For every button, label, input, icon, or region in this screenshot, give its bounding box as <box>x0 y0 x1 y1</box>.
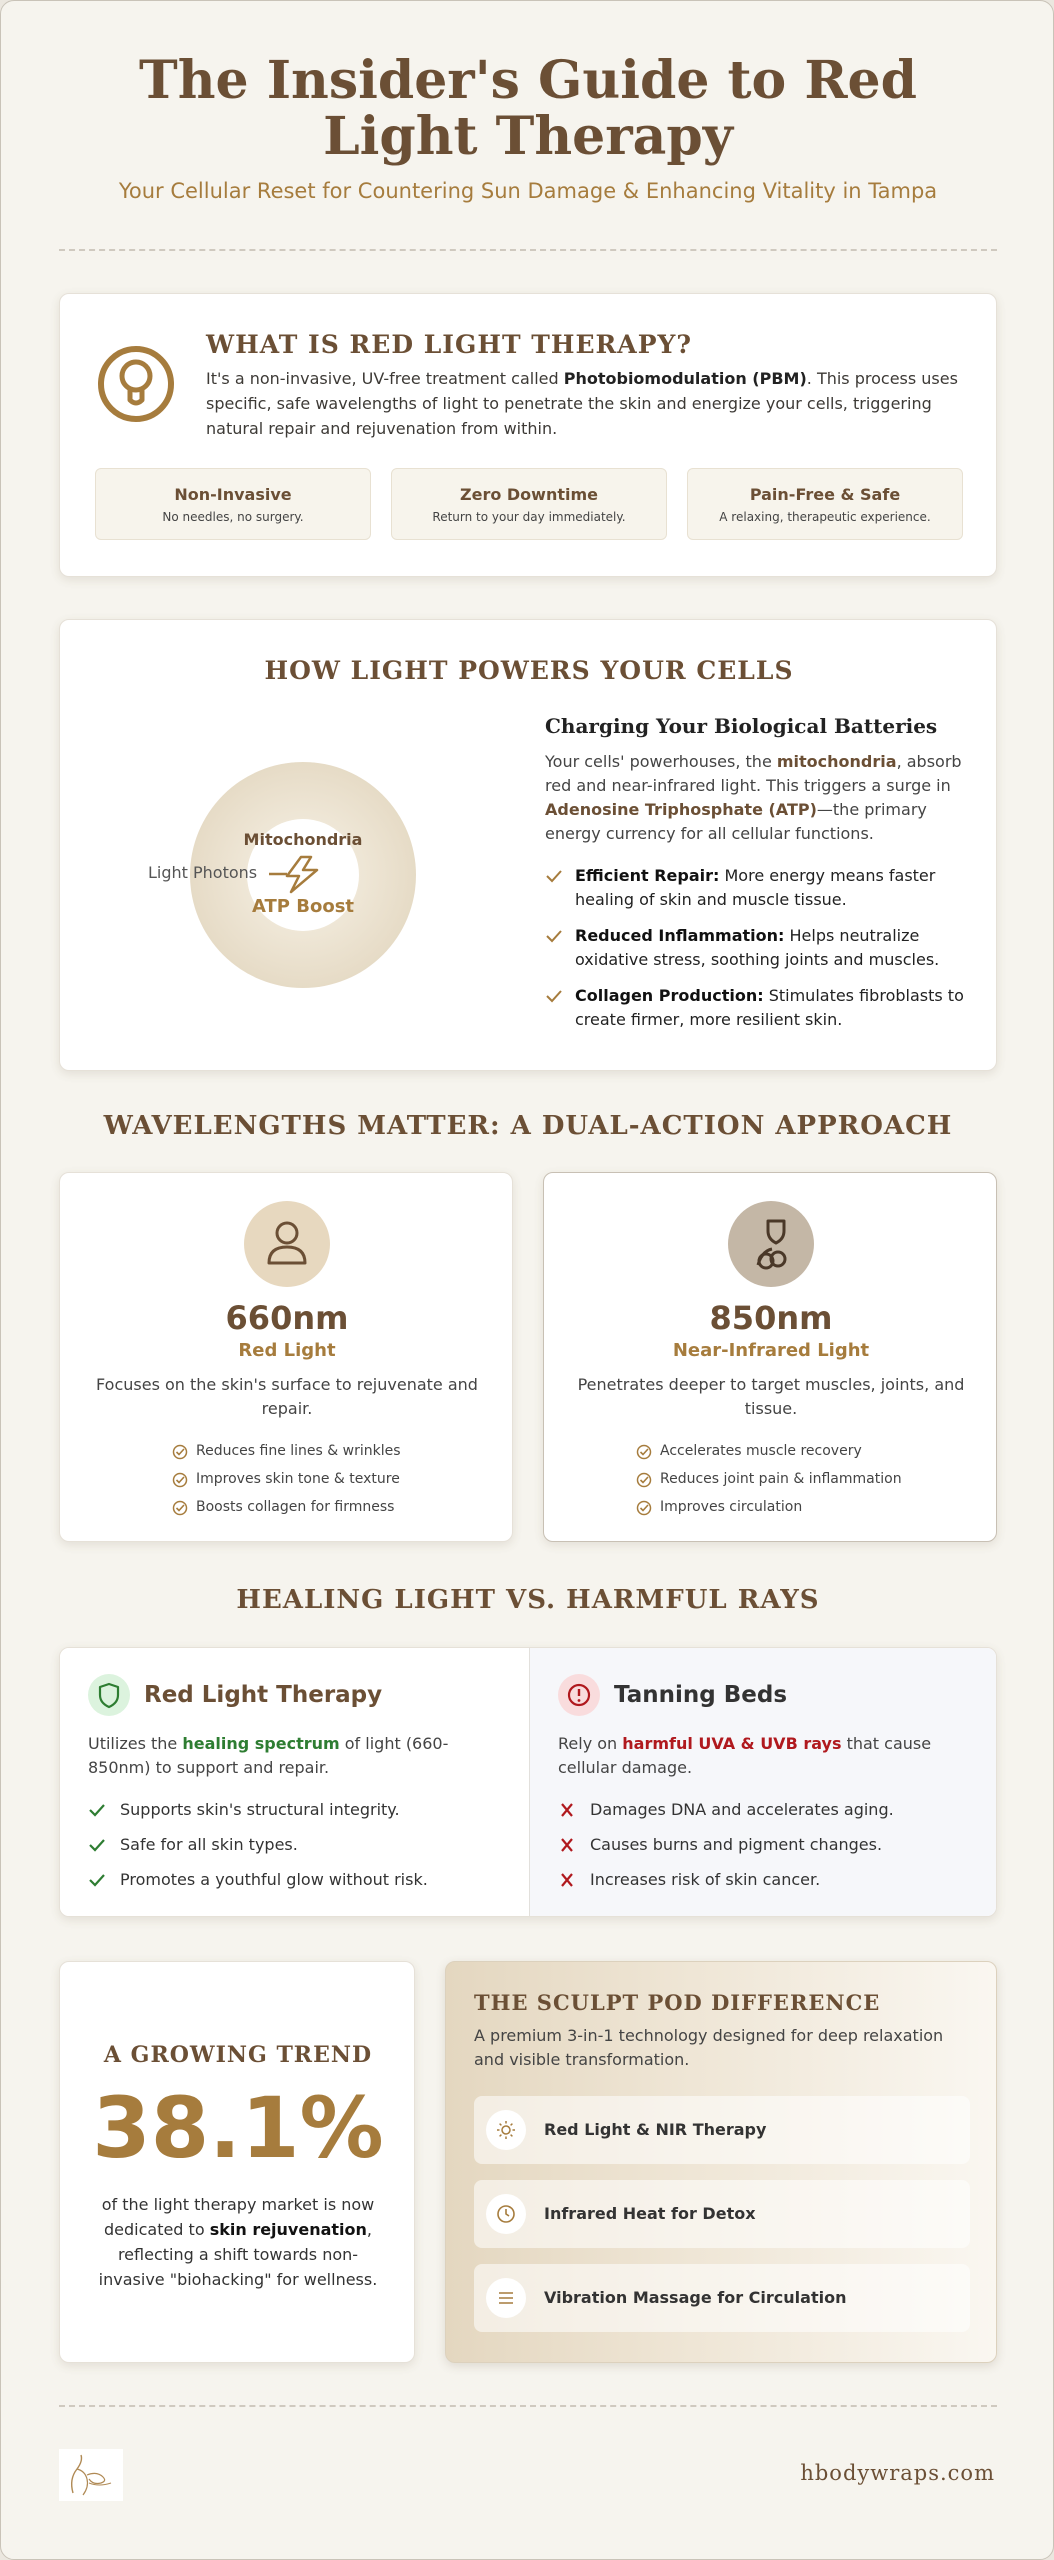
list-item: Damages DNA and accelerates aging. <box>558 1798 978 1822</box>
lightbulb-icon <box>96 344 176 424</box>
what-is-card <box>59 293 997 577</box>
comparison-card <box>59 1647 997 1917</box>
wavelength-description: Penetrates deeper to target muscles, joints, and tissue. <box>577 1375 965 1418</box>
wavelength-card-660 <box>59 1172 513 1542</box>
check-icon <box>88 1837 106 1853</box>
column-title: Red Light Therapy <box>144 1682 383 1708</box>
alert-icon <box>558 1674 600 1716</box>
benefit-item: Efficient Repair: More energy means faster healing of skin and muscle tissue. <box>545 864 975 912</box>
pod-title: THE SCULPT POD DIFFERENCE <box>474 1990 881 2015</box>
feature-desc: No needles, no surgery. <box>162 510 304 524</box>
check-circle-icon <box>636 1472 652 1488</box>
pod-description: A premium 3-in-1 technology designed for deep relaxation and visible transformation. <box>474 2026 944 2069</box>
footer-website: hbodywraps.com <box>800 2461 995 2485</box>
x-icon <box>558 1802 576 1818</box>
pod-feature-label: Infrared Heat for Detox <box>544 2204 756 2223</box>
benefit-item: Collagen Production: Stimulates fibroblasts to create firmer, more resilient skin. <box>545 984 975 1032</box>
clock-icon <box>496 2204 516 2224</box>
person-icon <box>244 1201 330 1287</box>
column-description: Rely on harmful UVA & UVB rays that cause cellular damage. <box>558 1734 932 1777</box>
what-is-description: It's a non-invasive, UV-free treatment called Photobiomodulation (PBM). This process uses specific, safe wavelengths of light to penetrate the skin and energize your cells, triggering natural repair and rejuvenation from within. <box>206 369 958 438</box>
check-circle-icon <box>636 1500 652 1516</box>
pod-feature-label: Red Light & NIR Therapy <box>544 2120 767 2139</box>
check-circle-icon <box>172 1472 188 1488</box>
tanning-beds-column <box>529 1648 997 1917</box>
wavelength-name: Red Light <box>238 1340 336 1361</box>
list-item: Reduces joint pain & inflammation <box>636 1465 902 1493</box>
check-circle-icon <box>636 1444 652 1460</box>
lightning-bolt-icon <box>267 854 323 894</box>
check-circle-icon <box>172 1444 188 1460</box>
wavelength-benefits <box>172 1437 401 1521</box>
atp-boost-label: ATP Boost <box>251 896 355 917</box>
menu-lines-icon <box>496 2288 516 2308</box>
column-description: Utilizes the healing spectrum of light (660-850nm) to support and repair. <box>88 1734 449 1777</box>
feature-title: Zero Downtime <box>459 485 598 504</box>
list-item: Increases risk of skin cancer. <box>558 1868 978 1892</box>
pod-feature-red-light <box>474 2096 970 2164</box>
check-circle-icon <box>172 1500 188 1516</box>
feature-title: Non-Invasive <box>174 485 292 504</box>
trend-title: A GROWING TREND <box>103 2042 373 2068</box>
feature-desc: A relaxing, therapeutic experience. <box>719 510 931 524</box>
mitochondria-label: Mitochondria <box>243 830 363 849</box>
list-item: Improves skin tone & texture <box>172 1465 401 1493</box>
check-icon <box>545 928 563 944</box>
feature-non-invasive <box>95 468 371 540</box>
cells-subtitle: Charging Your Biological Batteries <box>545 714 938 738</box>
pod-feature-label: Vibration Massage for Circulation <box>544 2288 847 2307</box>
trend-card <box>59 1961 415 2363</box>
divider <box>59 2405 997 2407</box>
list-item: Accelerates muscle recovery <box>636 1437 902 1465</box>
wavelength-value: 660nm <box>225 1299 349 1337</box>
wavelength-description: Focuses on the skin's surface to rejuvenate and repair. <box>96 1375 478 1418</box>
cells-description: Your cells' powerhouses, the mitochondria, absorb red and near-infrared light. This triggers a surge in Adenosine Triphosphate (ATP)—the primary energy currency for all cellular functions. <box>545 752 962 843</box>
wavelength-card-850 <box>543 1172 997 1542</box>
feature-desc: Return to your day immediately. <box>432 510 626 524</box>
red-light-column <box>60 1648 529 1917</box>
cells-card <box>59 619 997 1071</box>
trend-value: 38.1% <box>92 2079 384 2177</box>
page-title: The Insider's Guide to Red Light Therapy <box>139 50 917 167</box>
shield-icon <box>88 1674 130 1716</box>
column-title: Tanning Beds <box>614 1682 788 1708</box>
page-subtitle: Your Cellular Reset for Countering Sun Damage & Enhancing Vitality in Tampa <box>118 179 938 203</box>
list-item: Reduces fine lines & wrinkles <box>172 1437 401 1465</box>
check-icon <box>545 868 563 884</box>
pod-feature-infrared-heat <box>474 2180 970 2248</box>
compare-title: HEALING LIGHT VS. HARMFUL RAYS <box>236 1585 820 1615</box>
feature-zero-downtime <box>391 468 667 540</box>
x-icon <box>558 1837 576 1853</box>
check-icon <box>88 1802 106 1818</box>
brand-logo <box>59 2449 123 2501</box>
list-item: Boosts collagen for firmness <box>172 1493 401 1521</box>
wavelength-benefits <box>636 1437 902 1521</box>
list-item: Supports skin's structural integrity. <box>88 1798 508 1822</box>
sun-icon <box>496 2120 516 2140</box>
light-photons-label: Light Photons <box>148 863 258 882</box>
sculpt-pod-card <box>445 1961 997 2363</box>
divider <box>59 249 997 251</box>
cells-title: HOW LIGHT POWERS YOUR CELLS <box>264 656 794 685</box>
x-icon <box>558 1872 576 1888</box>
pod-feature-vibration <box>474 2264 970 2332</box>
what-is-title: WHAT IS RED LIGHT THERAPY? <box>206 330 692 359</box>
check-icon <box>545 988 563 1004</box>
list-item: Improves circulation <box>636 1493 902 1521</box>
list-item: Safe for all skin types. <box>88 1833 508 1857</box>
wavelength-name: Near-Infrared Light <box>672 1340 870 1361</box>
trend-description: of the light therapy market is now dedicated to skin rejuvenation, reflecting a shift towards non-invasive "biohacking" for wellness. <box>98 2195 378 2289</box>
wavelengths-title: WAVELENGTHS MATTER: A DUAL-ACTION APPROACH <box>103 1111 953 1141</box>
check-icon <box>88 1872 106 1888</box>
feature-pain-free <box>687 468 963 540</box>
muscle-heart-icon <box>728 1201 814 1287</box>
benefit-item: Reduced Inflammation: Helps neutralize oxidative stress, soothing joints and muscles. <box>545 924 975 972</box>
feature-title: Pain-Free & Safe <box>749 485 901 504</box>
list-item: Causes burns and pigment changes. <box>558 1833 978 1857</box>
list-item: Promotes a youthful glow without risk. <box>88 1868 508 1892</box>
wavelength-value: 850nm <box>709 1299 833 1337</box>
